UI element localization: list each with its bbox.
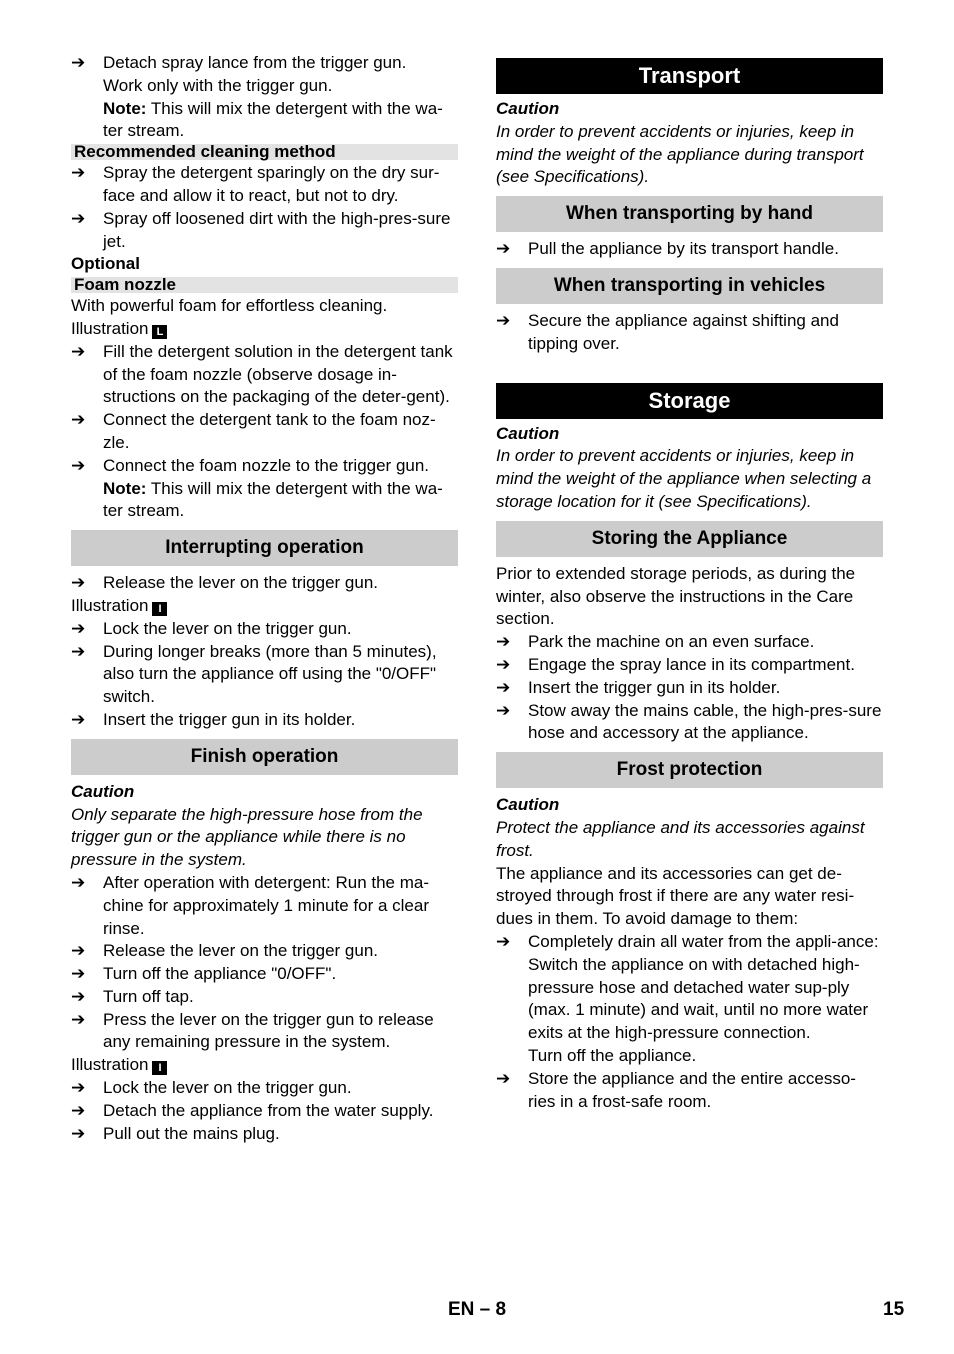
arrow-icon: ➔ [71, 1009, 86, 1029]
arrow-icon: ➔ [71, 641, 86, 661]
list-item: ➔ Release the lever on the trigger gun. [71, 940, 458, 963]
list-item: ➔ Connect the detergent tank to the foam noz-zle. [71, 410, 436, 452]
caution-text: In order to prevent accidents or injuries, keep in mind the weight of the appliance when selecting a storage location for it (see Specifications). [496, 446, 872, 511]
page-number: 15 [883, 1299, 905, 1320]
list-item: ➔ Park the machine on an even surface. [496, 631, 883, 654]
note: Note: This will mix the detergent with the wa-ter stream. [103, 98, 443, 141]
arrow-icon: ➔ [71, 1100, 86, 1120]
arrow-icon: ➔ [496, 677, 511, 697]
caution-text: Protect the appliance and its accessories against frost. [496, 817, 865, 860]
interrupting-operation-heading: Interrupting operation [71, 530, 458, 566]
caution-label: Caution [496, 795, 560, 815]
arrow-icon: ➔ [71, 1078, 86, 1098]
arrow-icon: ➔ [71, 455, 86, 475]
list-item-continuation: Work only with the trigger gun. [103, 75, 333, 95]
finish-operation-heading: Finish operation [71, 739, 458, 775]
arrow-icon: ➔ [496, 1068, 511, 1088]
right-column [496, 58, 883, 1113]
left-column [71, 52, 458, 1145]
arrow-icon: ➔ [496, 700, 511, 720]
list-item: ➔ Connect the foam nozzle to the trigger gun. [71, 455, 458, 478]
arrow-icon: ➔ [71, 1123, 86, 1143]
optional-label: Optional [71, 254, 140, 274]
illustration-letter-icon: L [152, 325, 167, 339]
frost-intro: The appliance and its accessories can get de-stroyed through frost if there are any water resi-dues in them. To avoid damage to them: [496, 863, 855, 929]
arrow-icon: ➔ [71, 941, 86, 961]
foam-nozzle-heading: Foam nozzle [71, 277, 458, 293]
recommended-cleaning-heading: Recommended cleaning method [71, 144, 458, 160]
arrow-icon: ➔ [496, 931, 511, 951]
storing-intro: Prior to extended storage periods, as during the winter, also observe the instructions in the Care section. [496, 563, 856, 629]
arrow-icon: ➔ [71, 53, 86, 72]
arrow-icon: ➔ [71, 964, 86, 984]
arrow-icon: ➔ [496, 239, 511, 259]
list-item: ➔ Stow away the mains cable, the high-pres-sure hose and accessory at the appliance. [496, 700, 882, 743]
caution-label: Caution [71, 781, 135, 801]
list-item: ➔ Insert the trigger gun in its holder. [71, 709, 458, 732]
transport-by-hand-heading: When transporting by hand [496, 196, 883, 232]
list-item: ➔ Detach spray lance from the trigger gun. [71, 52, 458, 75]
caution-text: In order to prevent accidents or injuries, keep in mind the weight of the appliance during transport (see Specifications). [496, 121, 864, 187]
illustration-ref: Illustration I [71, 595, 458, 618]
arrow-icon: ➔ [71, 341, 86, 361]
caution-text: Only separate the high-pressure hose from the trigger gun or the appliance while there is no pressure in the system. [71, 804, 423, 870]
list-item: ➔ Insert the trigger gun in its holder. [496, 677, 883, 700]
list-item: ➔ Store the appliance and the entire accesso-ries in a frost-safe room. [496, 1068, 856, 1111]
caution-label: Caution [496, 99, 560, 118]
transport-heading: Transport [496, 58, 883, 94]
list-item: ➔ Turn off the appliance "0/OFF". [71, 963, 458, 986]
list-item: ➔ Lock the lever on the trigger gun. [71, 1077, 458, 1100]
list-item: ➔ Completely drain all water from the appli-ance: Switch the appliance on with detached high-pressure hose and detached water sup-ply (max. 1 minute) and wait, until no more water exits at the high-pressure connection. [496, 931, 879, 1043]
arrow-icon: ➔ [496, 654, 511, 674]
list-item-continuation: Turn off the appliance. [528, 1045, 697, 1065]
illustration-letter-icon: I [152, 602, 167, 616]
arrow-icon: ➔ [71, 986, 86, 1006]
illustration-letter-icon: I [152, 1061, 167, 1075]
arrow-icon: ➔ [496, 632, 511, 652]
arrow-icon: ➔ [71, 709, 86, 729]
caution-label: Caution [496, 423, 560, 443]
illustration-ref: Illustration I [71, 1054, 458, 1077]
arrow-icon: ➔ [71, 618, 86, 638]
list-item: ➔ Secure the appliance against shifting and tipping over. [496, 310, 839, 353]
list-item: ➔ Detach the appliance from the water supply. [71, 1100, 458, 1123]
note: Note: This will mix the detergent with the wa-ter stream. [103, 478, 443, 521]
arrow-icon: ➔ [496, 310, 511, 330]
arrow-icon: ➔ [71, 872, 86, 892]
foam-intro: With powerful foam for effortless cleaning. [71, 296, 388, 316]
list-item: ➔ Engage the spray lance in its compartment. [496, 654, 883, 677]
frost-protection-heading: Frost protection [496, 752, 883, 788]
list-item: ➔ Spray off loosened dirt with the high-pres-sure jet. [71, 208, 451, 251]
storage-heading: Storage [496, 383, 883, 419]
arrow-icon: ➔ [71, 208, 86, 228]
list-item: ➔ Turn off tap. [71, 986, 458, 1009]
arrow-icon: ➔ [71, 573, 86, 593]
illustration-ref: Illustration L [71, 318, 458, 341]
list-item: ➔ After operation with detergent: Run the ma-chine for approximately 1 minute for a clear rinse. [71, 872, 430, 938]
arrow-icon: ➔ [71, 163, 86, 183]
list-item: ➔ Pull the appliance by its transport handle. [496, 238, 883, 261]
list-item: ➔ During longer breaks (more than 5 minutes), also turn the appliance off using the "0/OFF" switch. [71, 641, 437, 707]
list-item: ➔ Fill the detergent solution in the detergent tank of the foam nozzle (observe dosage in-structions on the packaging of the deter-gent). [71, 341, 453, 407]
transport-vehicles-heading: When transporting in vehicles [496, 268, 883, 304]
footer-section-label: EN – 8 [448, 1299, 507, 1320]
list-item: ➔ Lock the lever on the trigger gun. [71, 618, 458, 641]
arrow-icon: ➔ [71, 410, 86, 430]
list-item: ➔ Pull out the mains plug. [71, 1123, 458, 1146]
storing-appliance-heading: Storing the Appliance [496, 521, 883, 557]
list-item: ➔ Spray the detergent sparingly on the dry sur-face and allow it to react, but not to dry. [71, 163, 440, 205]
list-item: ➔ Press the lever on the trigger gun to release any remaining pressure in the system. [71, 1009, 434, 1052]
list-item: ➔ Release the lever on the trigger gun. [71, 572, 458, 595]
